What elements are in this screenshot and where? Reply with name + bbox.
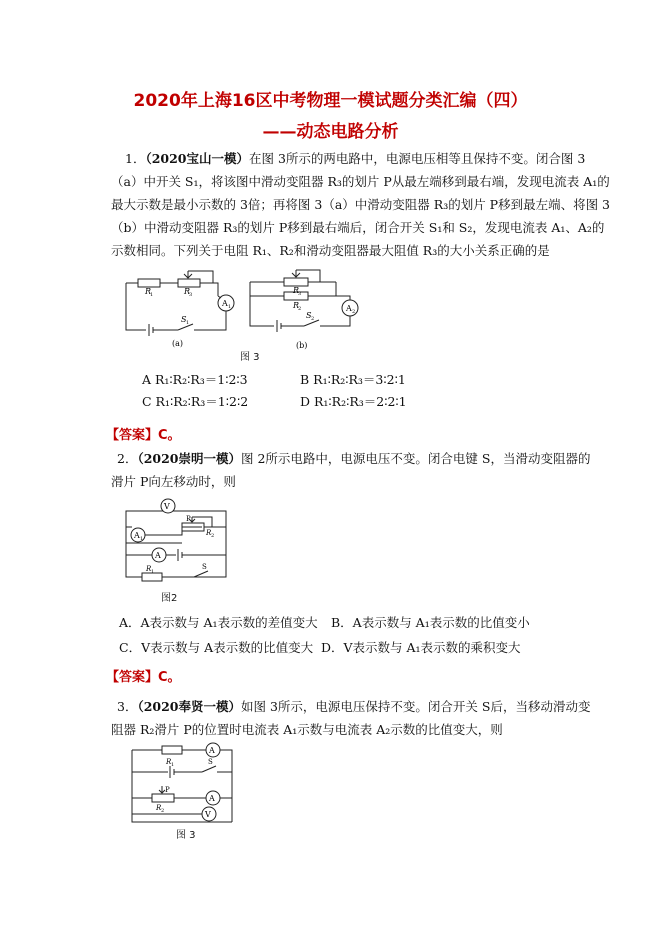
svg-text:1: 1 [150,292,154,298]
q2-option-b: B．A表示数与 A₁表示数的比值变小 [331,615,530,630]
svg-text:P: P [165,786,170,794]
svg-text:A: A [134,531,140,540]
q1-circuit-a [118,268,238,348]
svg-text:A: A [209,746,215,755]
svg-text:2: 2 [352,309,356,315]
svg-text:A: A [222,299,228,308]
q3-line-2: 阻器 R₂滑片 P的位置时电流表 A₁示数与电流表 A₂示数的比值变大，则 [111,722,503,737]
q1-answer: 【答案】C。 [106,428,181,443]
q1-figure-caption: 图 3 [240,352,260,363]
svg-text:2: 2 [161,808,165,814]
q2-circuit [122,497,234,583]
svg-text:R: R [145,287,152,296]
q1-line-2: （a）中开关 S₁，将该图中滑动变阻器 R₃的划片 P从最左端移到最右端，发现电流表 A₁的 [111,174,610,189]
svg-text:1: 1 [186,320,190,326]
svg-text:R: R [166,758,172,766]
q1-line-4: （b）中滑动变阻器 R₃的划片 P移到最右端后，闭合开关 S₁和 S₂，发现电流表 A₁、A₂的 [111,220,605,235]
q1-circuit-b [244,264,364,350]
q2-figure-caption: 图2 [161,593,178,604]
svg-text:A: A [209,794,215,803]
svg-text:3: 3 [189,292,193,298]
svg-text:S: S [306,311,312,320]
svg-text:V: V [205,810,211,819]
svg-text:1: 1 [151,569,155,575]
svg-text:R: R [146,565,152,573]
q2-line-1: 2．（2020崇明一模）图 2所示电路中，电源电压不变。闭合电键 S，当滑动变阻器的 [117,451,591,466]
q3-circuit [128,742,244,828]
svg-text:2: 2 [311,316,315,322]
svg-text:1: 1 [228,304,232,310]
svg-text:2: 2 [211,533,215,539]
svg-text:R: R [184,287,191,296]
q1-option-d: D R₁∶R₂∶R₃＝2∶2∶1 [300,394,407,409]
svg-text:1: 1 [140,536,144,542]
svg-text:R: R [156,804,162,812]
svg-text:S: S [208,758,213,766]
q2-number: 2． [117,451,138,466]
q2-option-a: A．A表示数与 A₁表示数的差值变大 [119,615,318,630]
q3-source: （2020奉贤一模） [137,699,241,714]
svg-text:R: R [293,286,300,295]
q2-answer: 【答案】C。 [106,670,181,685]
q2-option-c: C．V表示数与 A表示数的比值变大 [119,640,314,655]
q3-line-1: 3．（2020奉贤一模）如图 3所示，电源电压保持不变。闭合开关 S后，当移动滑动变 [117,699,591,714]
q1-option-b: B R₁∶R₂∶R₃＝3∶2∶1 [300,372,406,387]
svg-text:2: 2 [298,306,302,312]
svg-text:R: R [206,529,212,537]
fig-b-label: (b) [296,341,308,350]
svg-text:1: 1 [171,762,175,768]
svg-text:A: A [346,304,352,313]
svg-text:S: S [202,563,207,571]
q1-line-1: 1．（2020宝山一模）在图 3所示的两电路中，电源电压相等且保持不变。闭合图 3 [125,151,586,166]
q3-figure-caption: 图 3 [176,830,196,841]
q1-source: （2020宝山一模） [145,151,249,166]
svg-text:P: P [186,515,191,523]
page-title: 2020年上海16区中考物理一模试题分类汇编（四） [133,91,528,111]
q1-option-a: A R₁∶R₂∶R₃＝1∶2∶3 [142,372,248,387]
q1-line-5: 示数相同。下列关于电阻 R₁、R₂和滑动变阻器最大阻值 R₃的大小关系正确的是 [111,243,550,258]
q1-option-c: C R₁∶R₂∶R₃＝1∶2∶2 [142,394,249,409]
svg-text:A: A [155,551,161,560]
q3-number: 3． [117,699,138,714]
svg-text:R: R [293,301,300,310]
page-subtitle: ——动态电路分析 [262,122,399,142]
svg-text:3: 3 [298,291,302,297]
q2-line-2: 滑片 P向左移动时，则 [111,474,236,489]
q2-option-d: D．V表示数与 A₁表示数的乘积变大 [321,640,521,655]
q2-source: （2020崇明一模） [137,451,241,466]
q1-line-3: 最大示数是最小示数的 3倍；再将图 3（a）中滑动变阻器 R₃的划片 P移到最左端、将图 3 [111,197,611,212]
svg-text:S: S [181,315,187,324]
fig-a-label: (a) [172,339,184,348]
svg-text:V: V [164,502,170,511]
q1-number: 1． [125,151,146,166]
